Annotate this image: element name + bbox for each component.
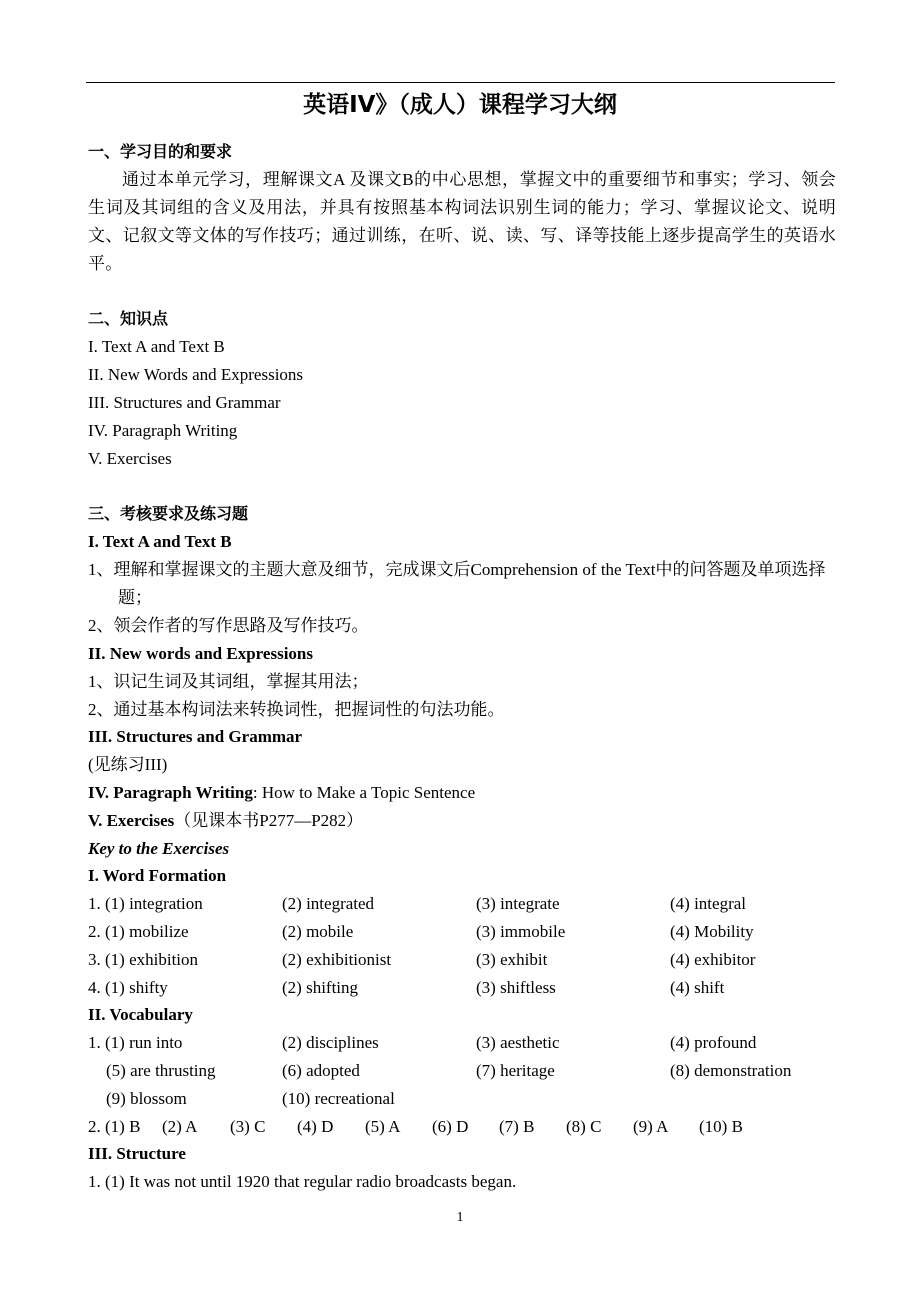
knowledge-item: IV. Paragraph Writing bbox=[88, 421, 238, 440]
answer-cell: (4) Mobility bbox=[670, 922, 754, 941]
answer-cell: (3) aesthetic bbox=[476, 1033, 560, 1052]
word-formation-heading: I. Word Formation bbox=[88, 866, 227, 885]
answer-cell: 3. (1) exhibition bbox=[88, 950, 199, 969]
answer-cell: (4) integral bbox=[670, 894, 746, 913]
section-1-paragraph: 通过本单元学习，理解课文A 及课文B的中心思想，掌握文中的重要细节和事实；学习、领会生词及其词组的含义及用法，并具有按照基本构词法识别生词的能力；学习、掌握议论文、说明文、记叙文等文体的写作技巧；通过训练，在听、说、读、写、译等技能上逐步提高学生的英语水平。 bbox=[88, 170, 836, 273]
exercises-heading: V. Exercises bbox=[88, 811, 175, 830]
mc-answer: (9) A bbox=[633, 1117, 669, 1136]
mc-answer: (10) B bbox=[699, 1117, 743, 1136]
answer-cell: (3) shiftless bbox=[476, 978, 556, 997]
exercises-pages: （见课本书P277—P282） bbox=[174, 811, 364, 830]
answer-cell: (9) blossom bbox=[106, 1089, 187, 1108]
mc-answer: (6) D bbox=[432, 1117, 469, 1136]
mc-answer: (3) C bbox=[230, 1117, 266, 1136]
section-2-heading: 二、知识点 bbox=[88, 309, 169, 328]
answer-cell: (2) exhibitionist bbox=[282, 950, 392, 969]
key-heading: Key to the Exercises bbox=[88, 839, 230, 858]
requirement-item: 2、领会作者的写作思路及写作技巧。 bbox=[88, 616, 369, 635]
grammar-note: (见练习III) bbox=[88, 755, 168, 774]
mc-answer: (2) A bbox=[162, 1117, 198, 1136]
subsection-writing-line bbox=[88, 779, 475, 807]
answer-cell: (4) exhibitor bbox=[670, 950, 756, 969]
answer-cell: 2. (1) mobilize bbox=[88, 922, 189, 941]
knowledge-item: V. Exercises bbox=[88, 449, 172, 468]
answer-cell: (6) adopted bbox=[282, 1061, 360, 1080]
requirement-item: 2、通过基本构词法来转换词性，把握词性的句法功能。 bbox=[88, 700, 505, 719]
knowledge-item: II. New Words and Expressions bbox=[88, 365, 304, 384]
requirement-item: 1、识记生词及其词组，掌握其用法； bbox=[88, 672, 369, 691]
answer-cell: 1. (1) integration bbox=[88, 894, 203, 913]
subsection-words-heading: II. New words and Expressions bbox=[88, 644, 313, 663]
answer-cell: (2) integrated bbox=[282, 894, 375, 913]
page-number: 1 bbox=[456, 1210, 464, 1225]
answer-cell: (2) shifting bbox=[282, 978, 359, 997]
answer-cell: (2) disciplines bbox=[282, 1033, 379, 1052]
mc-answer: (5) A bbox=[365, 1117, 401, 1136]
structure-heading: III. Structure bbox=[88, 1144, 186, 1163]
mc-answer: (4) D bbox=[297, 1117, 334, 1136]
vocabulary-heading: II. Vocabulary bbox=[88, 1005, 193, 1024]
section-1-heading: 一、学习目的和要求 bbox=[88, 142, 233, 161]
mc-answer: (8) C bbox=[566, 1117, 602, 1136]
subsection-grammar-heading: III. Structures and Grammar bbox=[88, 727, 303, 746]
answer-cell: 1. (1) run into bbox=[88, 1033, 183, 1052]
subsection-exercises-line bbox=[88, 807, 363, 835]
mc-answer: 2. (1) B bbox=[88, 1117, 141, 1136]
answer-cell: (7) heritage bbox=[476, 1061, 555, 1080]
writing-topic: : How to Make a Topic Sentence bbox=[252, 783, 476, 802]
writing-heading: IV. Paragraph Writing bbox=[88, 783, 253, 802]
structure-answer: 1. (1) It was not until 1920 that regular radio broadcasts began. bbox=[88, 1172, 517, 1191]
answer-cell: (4) profound bbox=[670, 1033, 757, 1052]
answer-cell: (2) mobile bbox=[282, 922, 354, 941]
answer-cell: 4. (1) shifty bbox=[88, 978, 168, 997]
requirement-item: 1、理解和掌握课文的主题大意及细节，完成课文后Comprehension of the Text中的问答题及单项选择题； bbox=[88, 560, 826, 607]
subsection-text-heading: I. Text A and Text B bbox=[88, 532, 232, 551]
header-rule bbox=[86, 82, 835, 83]
answer-cell: (8) demonstration bbox=[670, 1061, 792, 1080]
section-3-heading: 三、考核要求及练习题 bbox=[88, 504, 249, 523]
mc-answer: (7) B bbox=[499, 1117, 535, 1136]
knowledge-item: III. Structures and Grammar bbox=[88, 393, 281, 412]
knowledge-item: I. Text A and Text B bbox=[88, 337, 225, 356]
answer-cell: (3) integrate bbox=[476, 894, 560, 913]
answer-cell: (5) are thrusting bbox=[106, 1061, 216, 1080]
answer-cell: (3) exhibit bbox=[476, 950, 548, 969]
answer-cell: (4) shift bbox=[670, 978, 725, 997]
answer-cell: (10) recreational bbox=[282, 1089, 395, 1108]
page-title: 英语IV》（成人）课程学习大纲 bbox=[303, 92, 617, 118]
answer-cell: (3) immobile bbox=[476, 922, 566, 941]
